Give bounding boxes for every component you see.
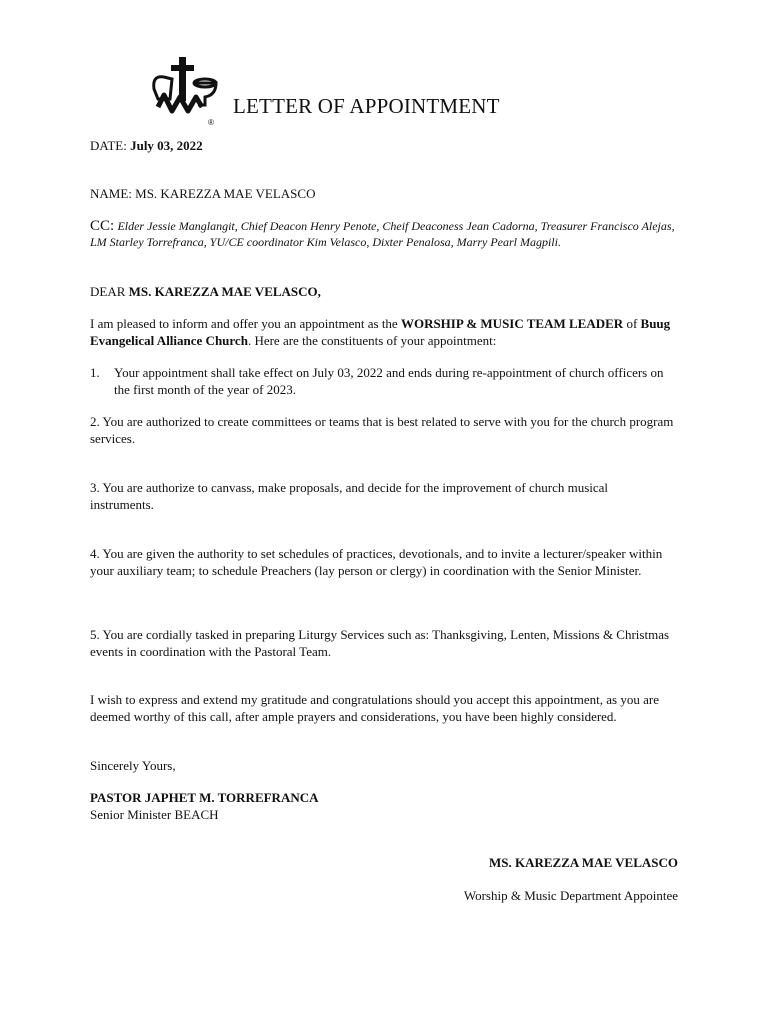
salutation bbox=[90, 283, 678, 300]
list-item-text: Your appointment shall take effect on July 03, 2022 and ends during re-appointment of church officers on the first month of the year of 2023. bbox=[114, 365, 664, 397]
cc-label: CC: bbox=[90, 218, 115, 234]
closing-paragraph: I wish to express and extend my gratitude and congratulations should you accept this appointment, as you are deemed worthy of this call, after ample prayers and considerations, you have been highly considered. bbox=[90, 692, 659, 724]
intro-part1: I am pleased to inform and offer you an appointment as the bbox=[90, 316, 398, 331]
cc-block bbox=[90, 218, 678, 250]
list-item: 3. You are authorize to canvass, make proposals, and decide for the improvement of church musical instruments. bbox=[90, 480, 609, 512]
list-item: 2. You are authorized to create committees or teams that is best related to serve with you for the church program services. bbox=[90, 414, 674, 446]
list-item bbox=[90, 364, 670, 398]
appointee-name: MS. KAREZZA MAE VELASCO bbox=[488, 855, 678, 870]
signer-title: Senior Minister BEACH bbox=[90, 807, 219, 822]
list-item: 5. You are cordially tasked in preparing Liturgy Services such as: Thanksgiving, Lenten, Missions & Christmas events in coordination with the Pastoral Team. bbox=[90, 627, 670, 659]
signoff: Sincerely Yours, bbox=[90, 758, 176, 773]
salutation-prefix: DEAR bbox=[90, 284, 126, 299]
intro-part3: . Here are the constituents of your appointment: bbox=[247, 333, 497, 348]
date-line bbox=[90, 137, 678, 154]
signer-name: PASTOR JAPHET M. TORREFRANCA bbox=[90, 790, 319, 805]
intro-part2: of bbox=[626, 316, 638, 331]
church-name: Buug Evangelical Alliance Church bbox=[90, 316, 671, 348]
list-item-number: 1. bbox=[90, 365, 100, 380]
name-value: MS. KAREZZA MAE VELASCO bbox=[135, 186, 316, 201]
svg-text:®: ® bbox=[208, 118, 214, 127]
church-cross-logo bbox=[150, 55, 222, 127]
date-label: DATE: bbox=[90, 138, 127, 153]
position-title: WORSHIP & MUSIC TEAM LEADER bbox=[400, 316, 624, 331]
appointee-title: Worship & Music Department Appointee bbox=[463, 888, 678, 903]
cc-names: Elder Jessie Manglangit, Chief Deacon Henry Penote, Cheif Deaconess Jean Cadorna, Treasurer Francisco Alejas, LM Starley Torrefranca, YU/CE coordinator Kim Velasco, Dixter Penalosa, Marry Pearl Magpili. bbox=[90, 219, 675, 249]
name-label: NAME: bbox=[90, 186, 132, 201]
letter-title: LETTER OF APPOINTMENT bbox=[233, 94, 500, 118]
intro-paragraph bbox=[90, 315, 678, 349]
list-item: 4. You are given the authority to set schedules of practices, devotionals, and to invite a lecturer/speaker within your auxiliary team; to schedule Preachers (lay person or clergy) in coordination with the Senior Minister. bbox=[90, 546, 663, 578]
salutation-name: MS. KAREZZA MAE VELASCO, bbox=[128, 284, 321, 299]
date-value: July 03, 2022 bbox=[130, 138, 203, 153]
name-line bbox=[90, 185, 678, 202]
